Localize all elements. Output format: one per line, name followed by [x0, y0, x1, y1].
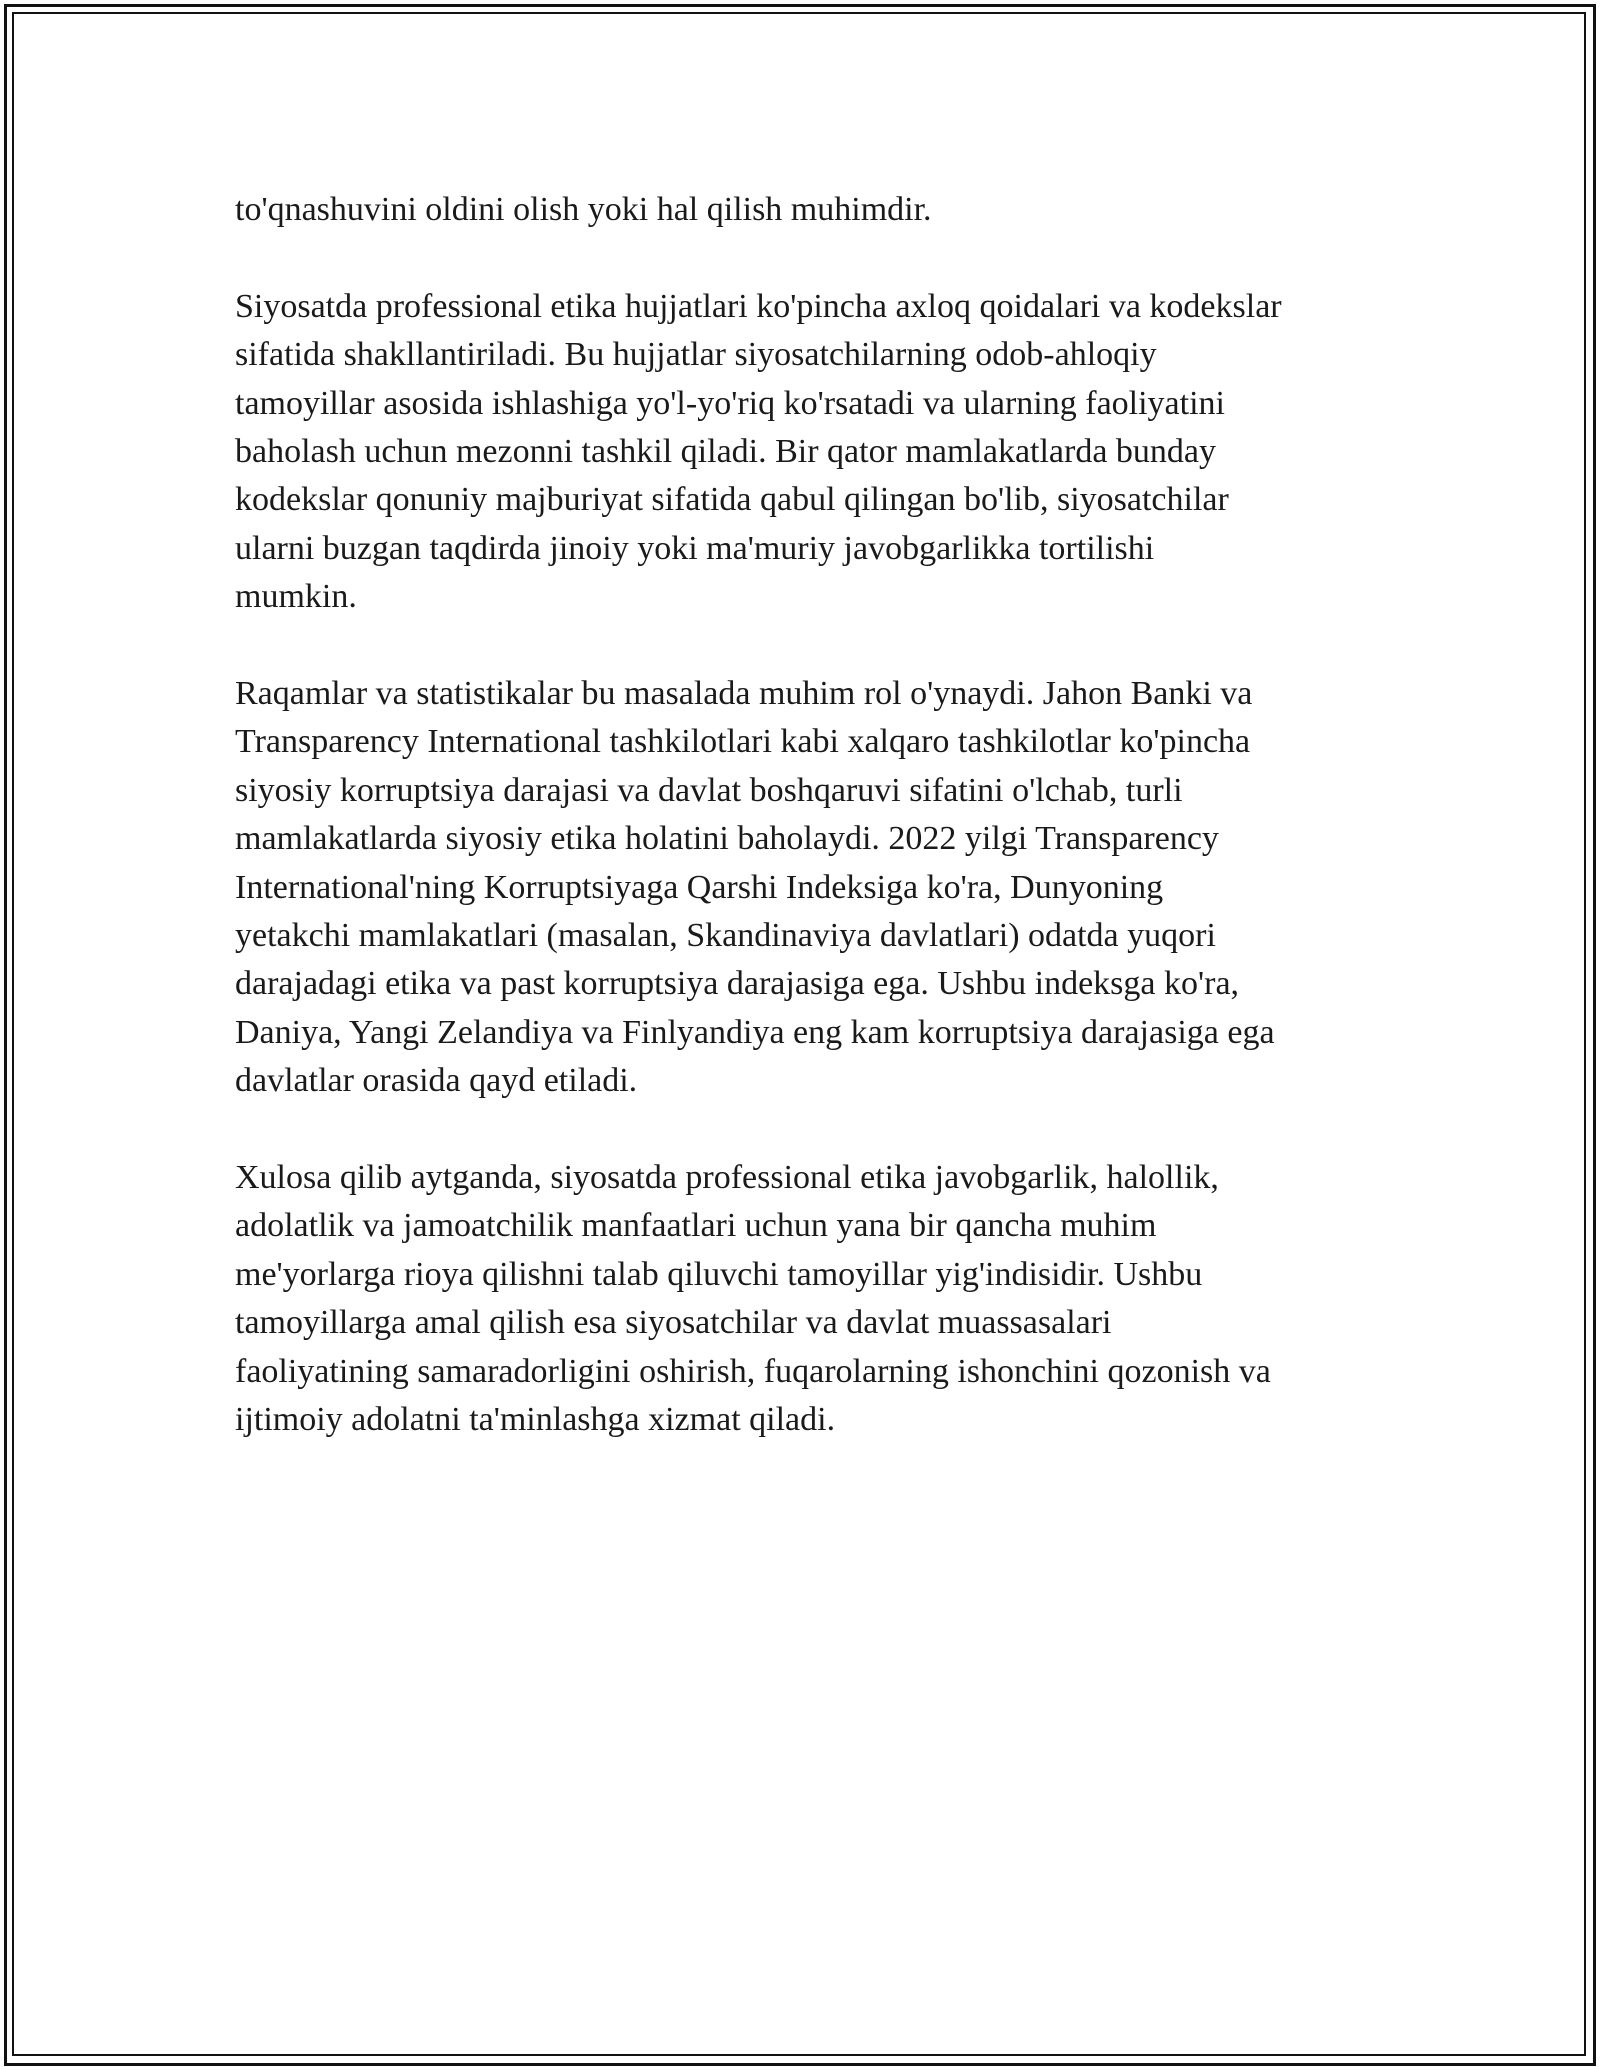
- paragraph-continuation: to'qnashuvini oldini olish yoki hal qilish muhimdir.: [235, 191, 932, 228]
- document-body: [235, 186, 1375, 1493]
- paragraph-statistics: Raqamlar va statistikalar bu masalada muhim rol o'ynaydi. Jahon Banki va Transparency International tashkilotlari kabi xalqaro tashkilotlar ko'pincha siyosiy korruptsiya darajasi va davlat boshqaruvi sifatini o'lchab, turli mamlakatlarda siyosiy etika holatini baholaydi. 2022 yilgi Transparency International'ning Korruptsiyaga Qarshi Indeksiga ko'ra, Dunyoning yetakchi mamlakatlari (masalan, Skandinaviya davlatlari) odatda yuqori darajadagi etika va past korruptsiya darajasiga ega. Ushbu indeksga ko'ra, Daniya, Yangi Zelandiya va Finlyandiya eng kam korruptsiya darajasiga ega davlatlar orasida qayd etiladi.: [235, 675, 1275, 1100]
- paragraph-conclusion: Xulosa qilib aytganda, siyosatda professional etika javobgarlik, halollik, adolatlik va jamoatchilik manfaatlari uchun yana bir qancha muhim me'yorlarga rioya qilishni talab qiluvchi tamoyillar yig'indisidir. Ushbu tamoyillarga amal qilish esa siyosatchilar va davlat muassasalari faoliyatining samaradorligini oshirish, fuqarolarning ishonchini qozonish va ijtimoiy adolatni ta'minlashga xizmat qiladi.: [235, 1159, 1271, 1439]
- paragraph-ethics-codes: Siyosatda professional etika hujjatlari ko'pincha axloq qoidalari va kodekslar sifatida shakllantiriladi. Bu hujjatlar siyosatchilarning odob-ahloqiy tamoyillar asosida ishlashiga yo'l-yo'riq ko'rsatadi va ularning faoliyatini baholash uchun mezonni tashkil qiladi. Bir qator mamlakatlarda bunday kodekslar qonuniy majburiyat sifatida qabul qilingan bo'lib, siyosatchilar ularni buzgan taqdirda jinoiy yoki ma'muriy javobgarlikka tortilishi mumkin.: [235, 287, 1282, 616]
